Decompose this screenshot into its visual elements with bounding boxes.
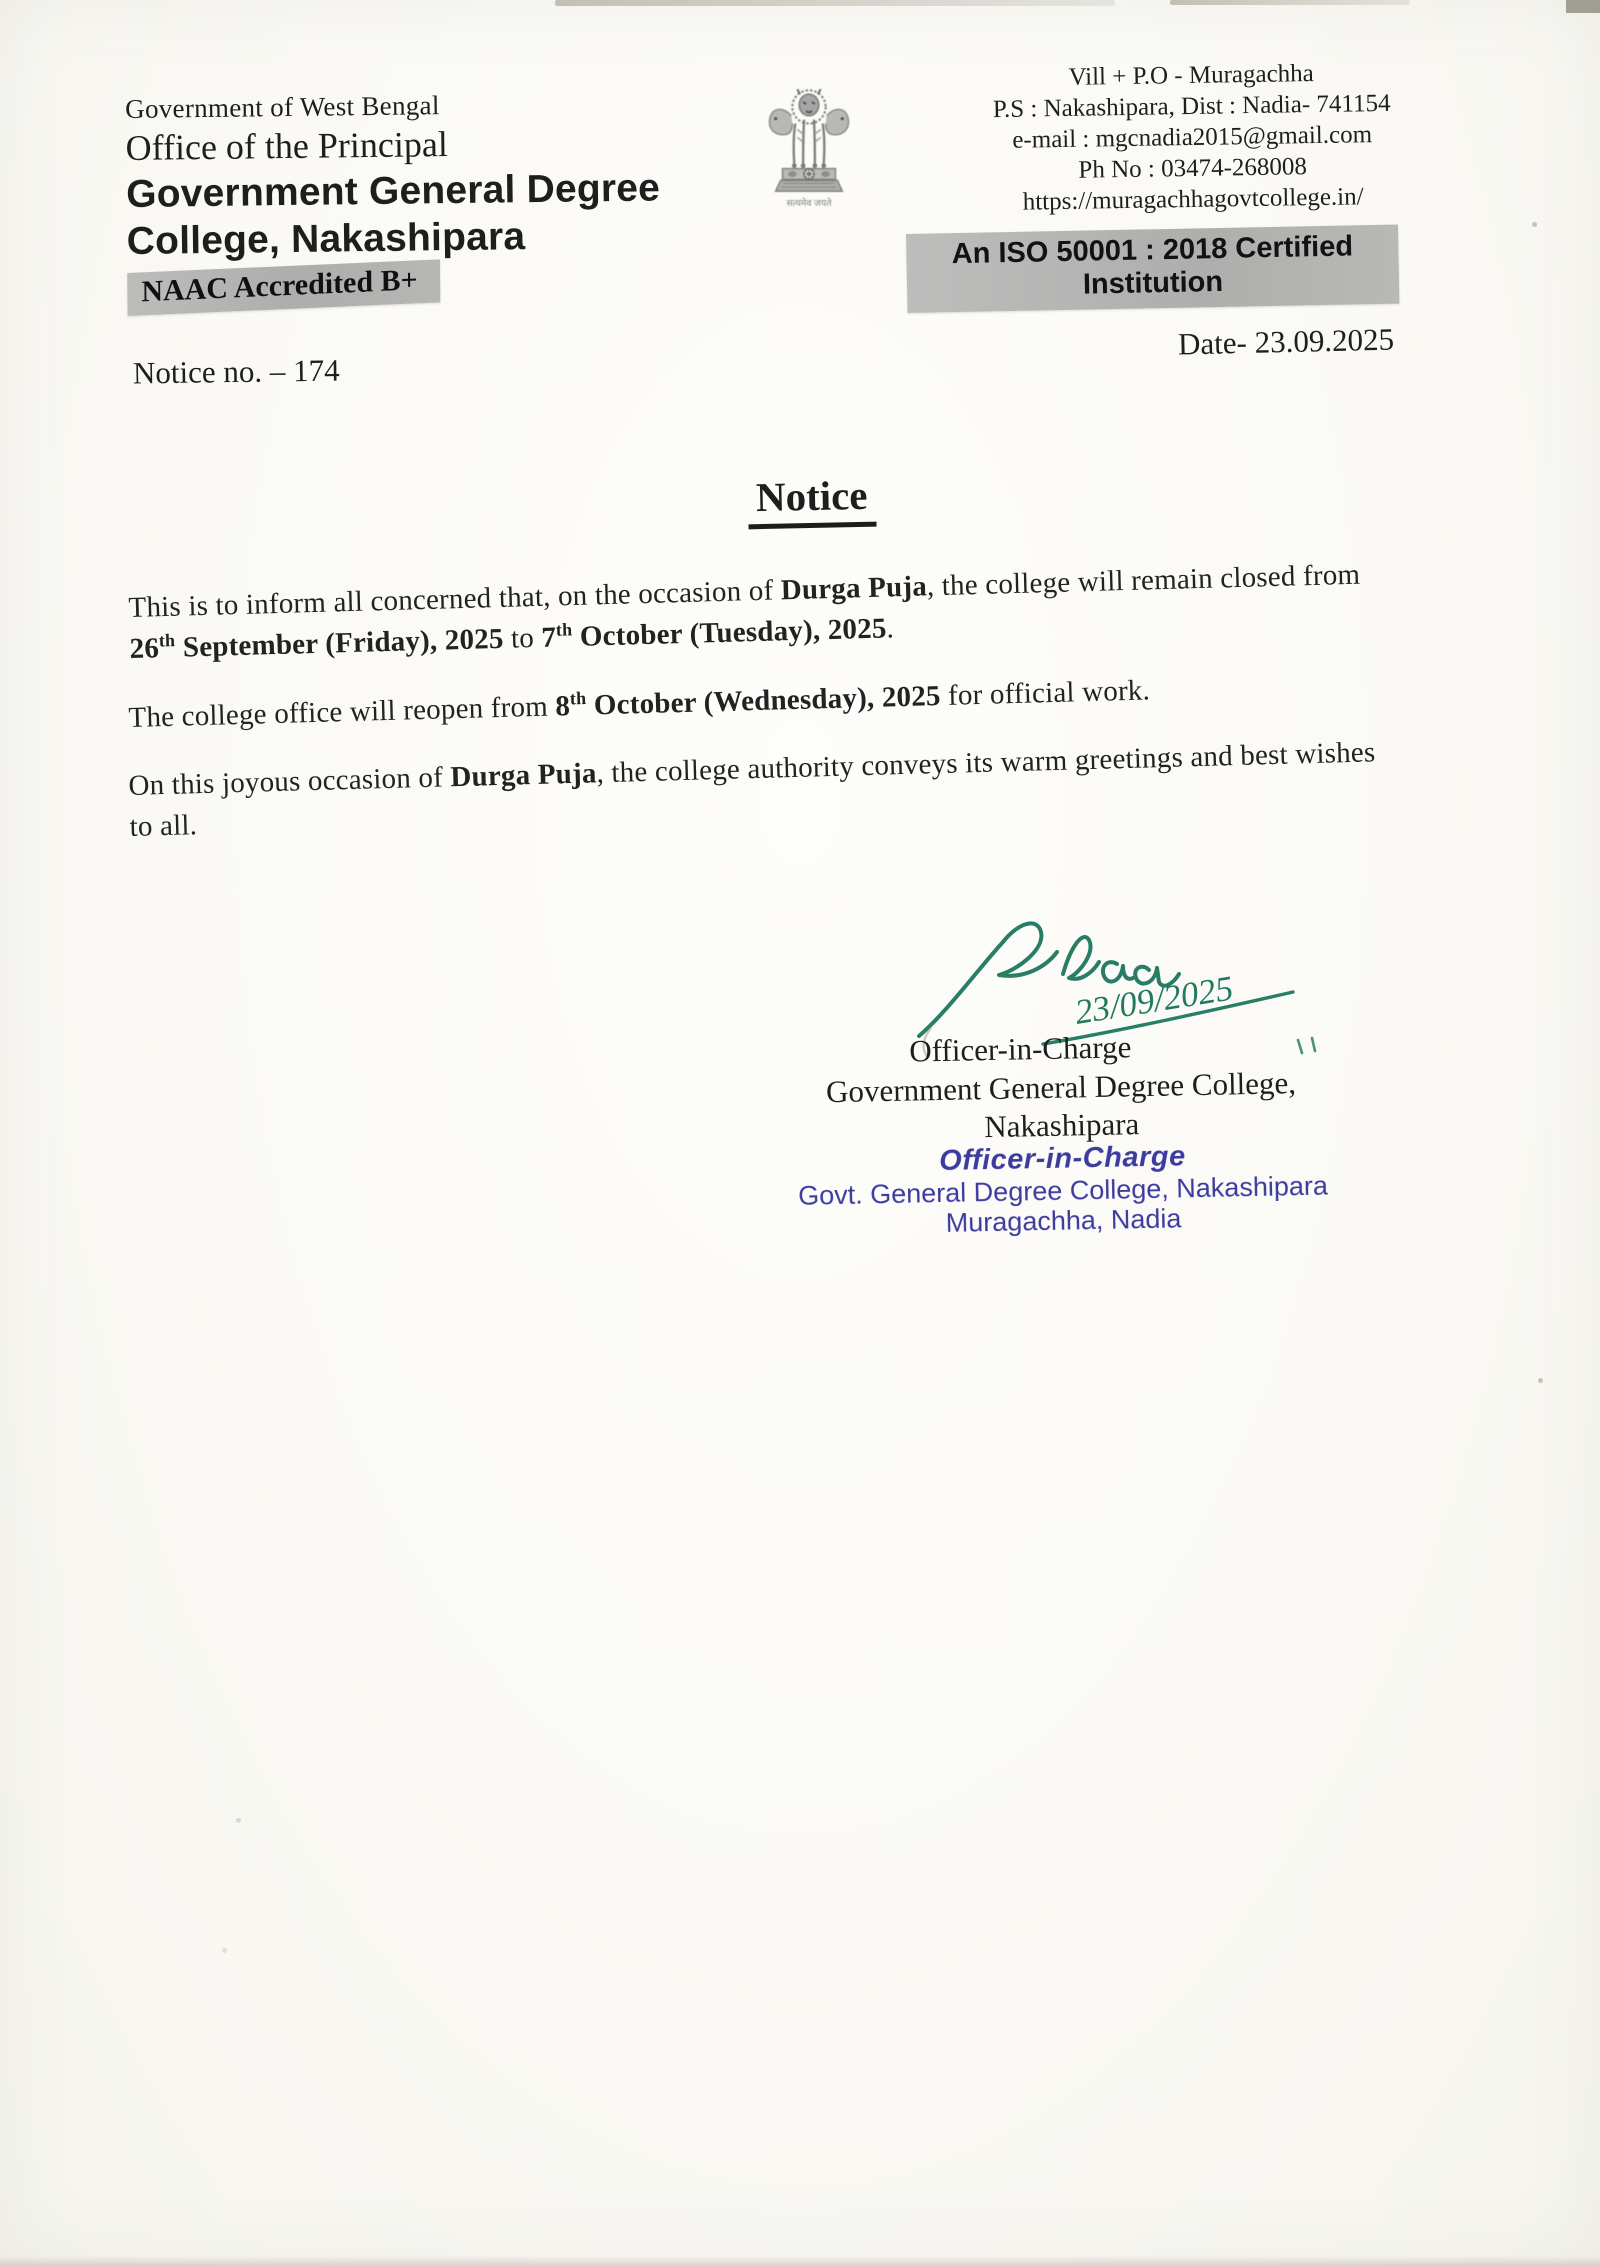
signatory-designation: Officer-in-Charge [908,1029,1132,1069]
address-phone: Ph No : 03474-268008 [1078,153,1308,184]
address-ps-dist: P.S : Nakashipara, Dist : Nadia- 741154 [992,89,1391,124]
notice-date: Date- 23.09.2025 [1177,321,1395,362]
signature-block [730,1023,1394,1242]
signatory-institution: Government General Degree College, [825,1065,1297,1110]
stamp-designation: Officer-in-Charge [938,1140,1186,1178]
letterhead-right [935,56,1449,219]
stamp-institution: Govt. General Degree College, Nakashipara [797,1170,1329,1211]
notice-paragraph-1: This is to inform all concerned that, on the occasion of Durga Puja, the college will remain closed from 26th September (Friday), 2025 to 7th October (Tuesday), 2025. [128,558,1361,665]
scan-speck [222,1948,227,1953]
notice-number: Notice no. – 174 [132,352,340,391]
college-name-line2: College, Nakashipara [126,215,526,263]
scan-bottom-artifact [0,2256,1600,2265]
address-email: e-mail : mgcnadia2015@gmail.com [1012,121,1373,154]
scan-speck [236,1818,241,1823]
ashoka-emblem-icon [760,74,858,230]
scan-edge-artifact [555,0,1115,6]
scan-speck [1532,222,1537,227]
iso-certification-badge: An ISO 50001 : 2018 Certified Institution [906,225,1399,313]
address-website: https://muragachhagovtcollege.in/ [1022,183,1364,216]
scan-speck [1538,1378,1543,1383]
office-line: Office of the Principal [125,124,449,168]
scan-edge-artifact [1170,0,1410,5]
naac-accreditation-badge: NAAC Accredited B+ [127,259,440,316]
address-village: Vill + P.O - Muragachha [1068,60,1315,91]
notice-title: Notice [747,471,876,530]
college-name-line1: Government General Degree [125,166,661,216]
stamp-location: Muragachha, Nadia [945,1203,1182,1238]
letterhead-left [125,89,662,316]
notice-paragraph-3: On this joyous occasion of Durga Puja, the college authority conveys its warm greetings and best wishes to all. [128,736,1376,843]
emblem-motto: सत्यमेव जयते [786,198,832,209]
government-line: Government of West Bengal [124,90,440,124]
scan-corner-artifact [1566,0,1600,13]
notice-paragraph-2: The college office will reopen from 8th October (Wednesday), 2025 for official work. [128,674,1151,734]
signature-date: 23/09/2025 [1072,968,1236,1032]
signatory-place: Nakashipara [983,1106,1140,1145]
